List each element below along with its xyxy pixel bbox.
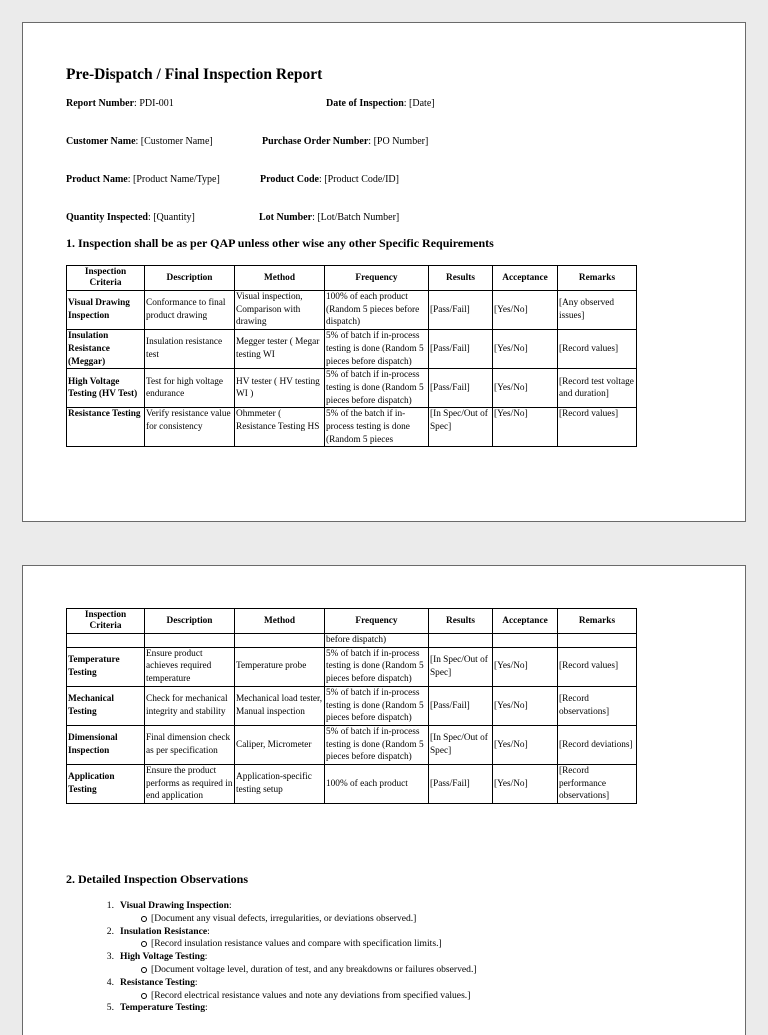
header-acceptance: Acceptance [493, 266, 558, 291]
frequency-cell: 100% of each product (Random 5 pieces before dispatch) [325, 291, 429, 330]
list-item: 4. Resistance Testing: [106, 976, 198, 988]
quantity-inspected-field: Quantity Inspected: [Quantity] [66, 212, 195, 223]
description-cell [145, 634, 235, 648]
section-1-heading: 1. Inspection shall be as per QAP unless other wise any other Specific Requirements [66, 236, 494, 250]
method-cell: Visual inspection, Comparison with drawing [235, 291, 325, 330]
inspection-table-part-2 [66, 608, 637, 804]
table-row [67, 647, 637, 686]
observations-list [98, 900, 477, 1015]
method-cell: Temperature probe [235, 647, 325, 686]
description-cell: Test for high voltage endurance [145, 369, 235, 408]
frequency-cell: 5% of batch if in-process testing is done (Random 5 pieces before dispatch) [325, 686, 429, 725]
criteria-cell: Dimensional Inspection [67, 725, 145, 764]
results-cell: [Pass/Fail] [429, 330, 493, 369]
acceptance-cell: [Yes/No] [493, 725, 558, 764]
remarks-cell: [Record values] [558, 330, 637, 369]
description-cell: Check for mechanical integrity and stability [145, 686, 235, 725]
table-row [67, 408, 637, 447]
method-cell [235, 634, 325, 648]
acceptance-cell [493, 634, 558, 648]
bullet-icon [141, 993, 147, 999]
list-sub-item: [Record insulation resistance values and compare with specification limits.] [98, 938, 477, 951]
description-cell: Final dimension check as per specification [145, 725, 235, 764]
header-acceptance: Acceptance [493, 609, 558, 634]
criteria-cell: Visual Drawing Inspection [67, 291, 145, 330]
acceptance-cell: [Yes/No] [493, 408, 558, 447]
header-results: Results [429, 609, 493, 634]
criteria-cell: Application Testing [67, 765, 145, 804]
criteria-cell: Temperature Testing [67, 647, 145, 686]
description-cell: Ensure product achieves required temperature [145, 647, 235, 686]
header-method: Method [235, 609, 325, 634]
frequency-cell: 100% of each product [325, 765, 429, 804]
results-cell: [In Spec/Out of Spec] [429, 408, 493, 447]
frequency-cell: before dispatch) [325, 634, 429, 648]
header-inspection-criteria: Inspection Criteria [67, 609, 145, 634]
remarks-cell: [Record test voltage and duration] [558, 369, 637, 408]
table-row [67, 686, 637, 725]
header-remarks: Remarks [558, 266, 637, 291]
lot-number-field: Lot Number: [Lot/Batch Number] [259, 212, 400, 223]
description-cell: Verify resistance value for consistency [145, 408, 235, 447]
header-frequency: Frequency [325, 266, 429, 291]
product-code-field: Product Code: [Product Code/ID] [260, 174, 399, 185]
inspection-table-part-1 [66, 265, 637, 447]
header-remarks: Remarks [558, 609, 637, 634]
bullet-icon [141, 916, 147, 922]
results-cell: [Pass/Fail] [429, 765, 493, 804]
document-page-2 [22, 565, 746, 1035]
method-cell: Megger tester ( Megar testing WI [235, 330, 325, 369]
remarks-cell: [Record deviations] [558, 725, 637, 764]
purchase-order-number-field: Purchase Order Number: [PO Number] [262, 136, 429, 147]
list-item: 2. Insulation Resistance: [106, 925, 210, 937]
inspection-table-header-repeat [67, 609, 637, 634]
inspection-table-header [67, 266, 637, 291]
table-row [67, 765, 637, 804]
bullet-icon [141, 967, 147, 973]
acceptance-cell: [Yes/No] [493, 369, 558, 408]
document-page-1 [22, 22, 746, 522]
method-cell: Caliper, Micrometer [235, 725, 325, 764]
results-cell: [In Spec/Out of Spec] [429, 647, 493, 686]
acceptance-cell: [Yes/No] [493, 330, 558, 369]
remarks-cell: [Record values] [558, 408, 637, 447]
results-cell: [Pass/Fail] [429, 291, 493, 330]
criteria-cell: Insulation Resistance (Meggar) [67, 330, 145, 369]
criteria-cell [67, 634, 145, 648]
description-cell: Conformance to final product drawing [145, 291, 235, 330]
header-inspection-criteria: Inspection Criteria [67, 266, 145, 291]
results-cell: [Pass/Fail] [429, 686, 493, 725]
frequency-cell: 5% of the batch if in-process testing is done (Random 5 pieces [325, 408, 429, 447]
acceptance-cell: [Yes/No] [493, 647, 558, 686]
acceptance-cell: [Yes/No] [493, 765, 558, 804]
criteria-cell: Resistance Testing [67, 408, 145, 447]
list-sub-item: [Record electrical resistance values and note any deviations from specified values.] [98, 990, 477, 1003]
list-item: 5. Temperature Testing: [106, 1002, 208, 1014]
report-title: Pre-Dispatch / Final Inspection Report [66, 66, 323, 83]
list-sub-item: [Document voltage level, duration of test, and any breakdowns or failures observed.] [98, 964, 477, 977]
table-row [67, 725, 637, 764]
list-item: 1. Visual Drawing Inspection: [106, 900, 232, 911]
remarks-cell [558, 634, 637, 648]
remarks-cell: [Record values] [558, 647, 637, 686]
results-cell: [Pass/Fail] [429, 369, 493, 408]
header-method: Method [235, 266, 325, 291]
acceptance-cell: [Yes/No] [493, 291, 558, 330]
method-cell: Application-specific testing setup [235, 765, 325, 804]
results-cell [429, 634, 493, 648]
method-cell: HV tester ( HV testing WI ) [235, 369, 325, 408]
description-cell: Insulation resistance test [145, 330, 235, 369]
bullet-icon [141, 941, 147, 947]
table-row [67, 330, 637, 369]
table-row [67, 291, 637, 330]
results-cell: [In Spec/Out of Spec] [429, 725, 493, 764]
frequency-cell: 5% of batch if in-process testing is done (Random 5 pieces before dispatch) [325, 369, 429, 408]
method-cell: Mechanical load tester, Manual inspection [235, 686, 325, 725]
header-frequency: Frequency [325, 609, 429, 634]
list-sub-item: [Document any visual defects, irregularities, or deviations observed.] [98, 913, 477, 926]
criteria-cell: High Voltage Testing (HV Test) [67, 369, 145, 408]
frequency-cell: 5% of batch if in-process testing is done (Random 5 pieces before dispatch) [325, 725, 429, 764]
product-name-field: Product Name: [Product Name/Type] [66, 174, 220, 185]
list-item: 3. High Voltage Testing: [106, 951, 208, 963]
frequency-cell: 5% of batch if in-process testing is done (Random 5 pieces before dispatch) [325, 647, 429, 686]
header-description: Description [145, 609, 235, 634]
table-row [67, 369, 637, 408]
table-row-continuation [67, 634, 637, 648]
acceptance-cell: [Yes/No] [493, 686, 558, 725]
method-cell: Ohmmeter ( Resistance Testing HS [235, 408, 325, 447]
section-2-heading: 2. Detailed Inspection Observations [66, 872, 249, 886]
description-cell: Ensure the product performs as required in end application [145, 765, 235, 804]
frequency-cell: 5% of batch if in-process testing is done (Random 5 pieces before dispatch) [325, 330, 429, 369]
customer-name-field: Customer Name: [Customer Name] [66, 136, 213, 147]
report-number-field: Report Number: PDI-001 [66, 98, 174, 109]
date-of-inspection-field: Date of Inspection: [Date] [326, 98, 435, 109]
remarks-cell: [Record observations] [558, 686, 637, 725]
criteria-cell: Mechanical Testing [67, 686, 145, 725]
remarks-cell: [Record performance observations] [558, 765, 637, 804]
remarks-cell: [Any observed issues] [558, 291, 637, 330]
header-description: Description [145, 266, 235, 291]
header-results: Results [429, 266, 493, 291]
